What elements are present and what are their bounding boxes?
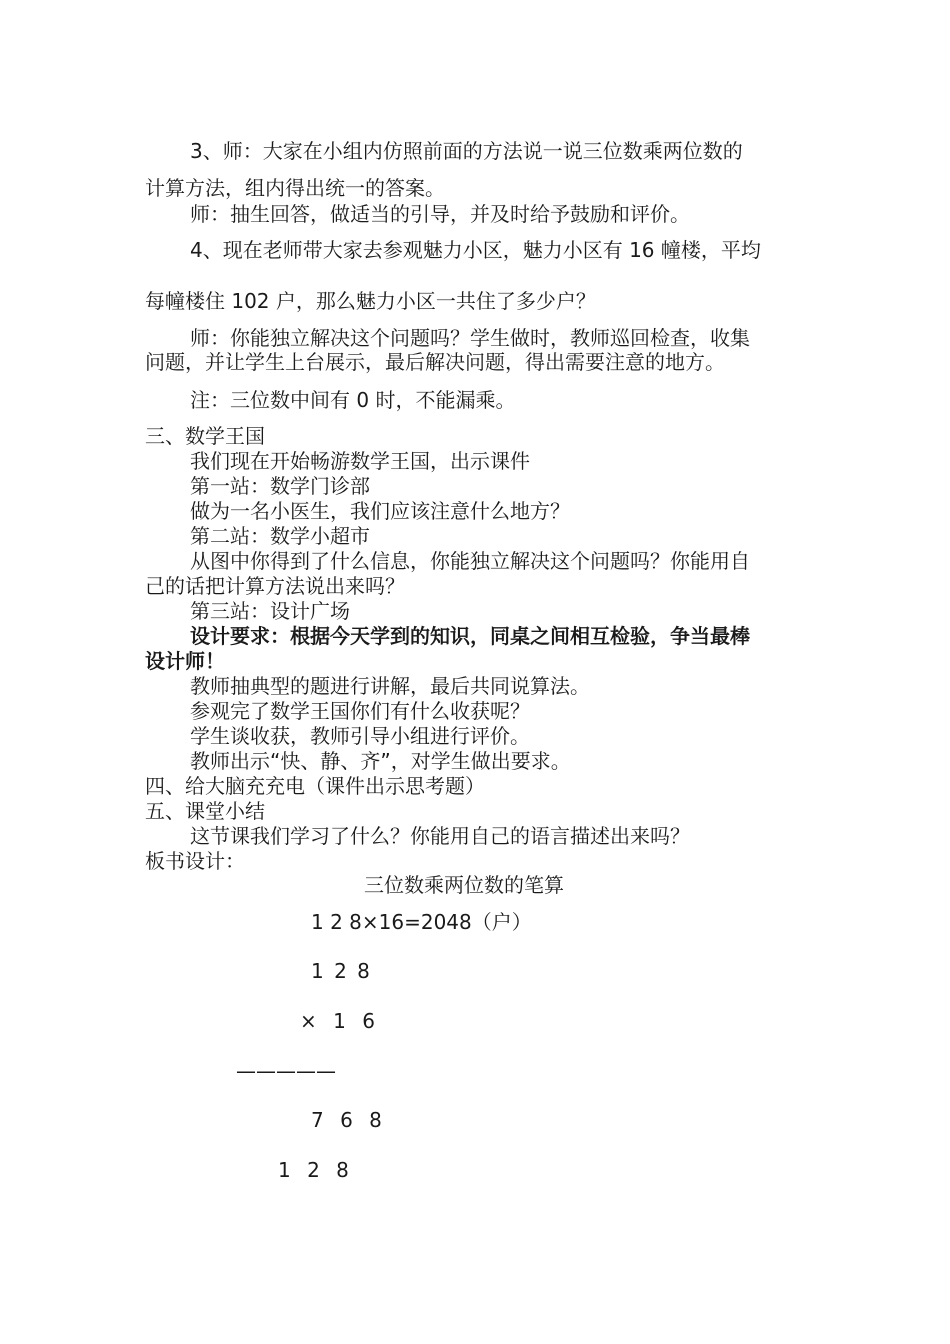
paragraph-5-line-2: 问题，并让学生上台展示，最后解决问题，得出需要注意的地方。 <box>145 350 725 374</box>
section-3-line-1: 我们现在开始畅游数学王国，出示课件 <box>190 449 530 473</box>
paragraph-5-line-1: 师：你能独立解决这个问题吗？学生做时，教师巡回检查，收集 <box>190 326 750 350</box>
note-line: 注：三位数中间有 0 时，不能漏乘。 <box>190 388 516 412</box>
calc-row-multiplicand: 1 2 8 <box>311 959 370 983</box>
section-3-heading: 三、数学王国 <box>145 424 265 448</box>
paragraph-3-line-3: 师：抽生回答，做适当的引导，并及时给予鼓励和评价。 <box>190 202 690 226</box>
section-3-line-3: 做为一名小医生，我们应该注意什么地方？ <box>190 499 570 523</box>
calc-partial-product-2: 1 2 8 <box>278 1158 349 1182</box>
paragraph-3-line-2: 计算方法，组内得出统一的答案。 <box>145 176 445 200</box>
section-3-line-4: 第二站：数学小超市 <box>190 524 370 548</box>
section-3-line-11: 教师出示“快、静、齐”，对学生做出要求。 <box>190 749 571 773</box>
section-5-line-1: 这节课我们学习了什么？你能用自己的语言描述出来吗？ <box>190 824 690 848</box>
calc-row-multiplier: × 1 6 <box>300 1009 375 1033</box>
section-3-line-2: 第一站：数学门诊部 <box>190 474 370 498</box>
board-design-label: 板书设计： <box>145 849 245 873</box>
section-3-line-9: 参观完了数学王国你们有什么收获呢？ <box>190 699 530 723</box>
paragraph-4-line-2: 每幢楼住 102 户，那么魅力小区一共住了多少户？ <box>145 289 596 313</box>
section-3-line-10: 学生谈收获，教师引导小组进行评价。 <box>190 724 530 748</box>
design-requirement-line-2: 设计师！ <box>145 649 225 673</box>
design-requirement-line-1: 设计要求：根据今天学到的知识，同桌之间相互检验，争当最棒 <box>190 624 750 648</box>
section-3-line-5: 从图中你得到了什么信息，你能独立解决这个问题吗？你能用自 <box>190 549 750 573</box>
board-equation: 1 2 8×16=2048（户） <box>311 910 532 934</box>
section-4-heading: 四、给大脑充充电（课件出示思考题） <box>145 774 485 798</box>
paragraph-3-line-1: 3、师：大家在小组内仿照前面的方法说一说三位数乘两位数的 <box>190 139 743 163</box>
board-title: 三位数乘两位数的笔算 <box>364 873 564 897</box>
section-3-line-8: 教师抽典型的题进行讲解，最后共同说算法。 <box>190 674 590 698</box>
section-3-line-6: 第三站：设计广场 <box>190 599 350 623</box>
section-5-heading: 五、课堂小结 <box>145 799 265 823</box>
section-3-line-5b: 己的话把计算方法说出来吗？ <box>145 574 405 598</box>
calc-partial-product-1: 7 6 8 <box>311 1108 382 1132</box>
paragraph-4-line-1: 4、现在老师带大家去参观魅力小区，魅力小区有 16 幢楼，平均 <box>190 238 761 262</box>
calc-rule-line: ————— <box>236 1059 336 1083</box>
